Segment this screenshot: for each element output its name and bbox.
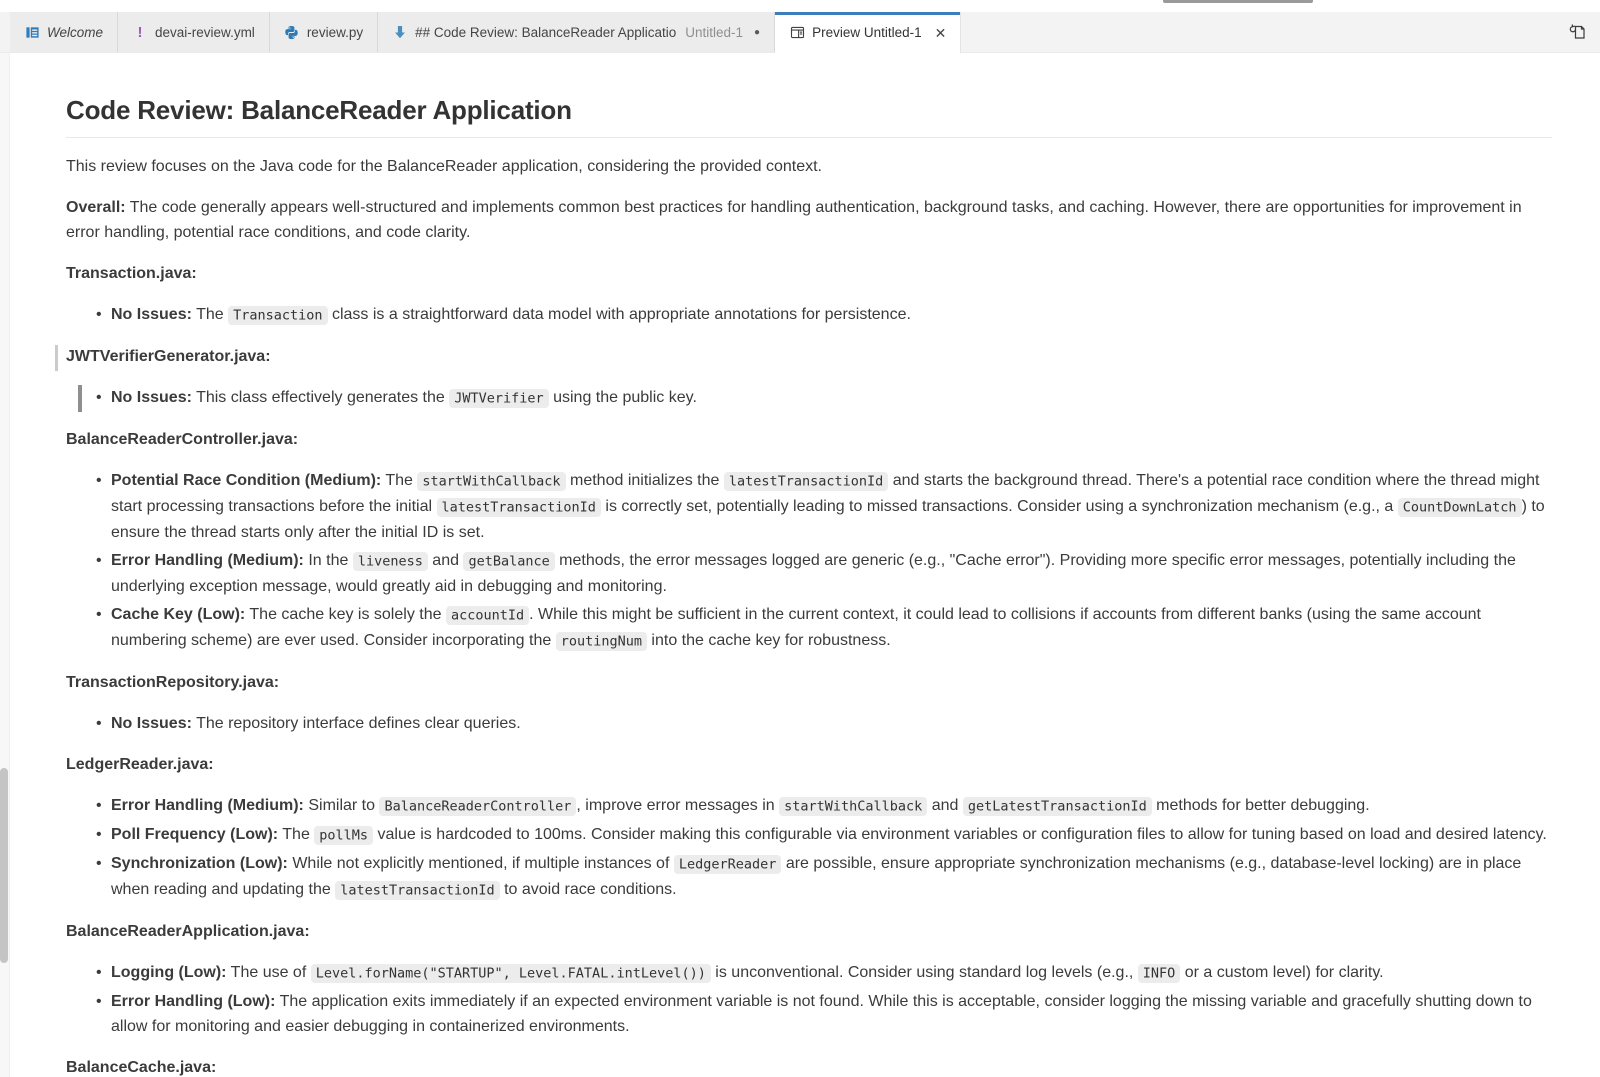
section-heading: BalanceReaderController.java: <box>66 431 299 448</box>
tab-devai-review-yml[interactable] <box>118 12 270 52</box>
list-item: • Logging (Low): The use of Level.forName("STARTUP", Level.FATAL.intLevel()) is unconventional. Consider using standard log levels (e.g., INFO or a custom level) for clarity. <box>111 960 1552 986</box>
list-item: • No Issues: The repository interface defines clear queries. <box>111 711 1552 736</box>
inline-code: routingNum <box>556 632 647 651</box>
tab-review-py[interactable] <box>270 12 378 52</box>
list-item: • Error Handling (Low): The application exits immediately if an expected environment variable is not found. While this is acceptable, consider logging the missing variable and gracefully shutting down to allow for monitoring and easier debugging in containerized environments. <box>111 989 1552 1039</box>
inline-code: accountId <box>446 606 529 625</box>
list-item: • Error Handling (Medium): In the liveness and getBalance methods, the error messages logged are generic (e.g., "Cache error"). Providing more specific error messages, potentially including the underlying exception message, would greatly aid in debugging and monitoring. <box>111 548 1552 599</box>
bold-text: Logging (Low): <box>111 964 227 981</box>
tab-preview-untitled-1[interactable] <box>775 12 961 53</box>
window-edge-line <box>1163 0 1313 3</box>
scrollbar-thumb[interactable] <box>0 768 8 963</box>
inline-code: startWithCallback <box>779 797 927 816</box>
section-heading: Transaction.java: <box>66 265 197 282</box>
modified-dot-icon: ● <box>754 26 761 38</box>
list-item: • Poll Frequency (Low): The pollMs value is hardcoded to 100ms. Consider making this configurable via environment variables or configuration files to allow for tuning based on load and desired latency. <box>111 822 1552 848</box>
inline-code: startWithCallback <box>417 472 565 491</box>
section-heading: LedgerReader.java: <box>66 756 214 773</box>
inline-code: latestTransactionId <box>335 881 499 900</box>
inline-code: INFO <box>1138 964 1181 983</box>
page-title: Code Review: BalanceReader Application <box>66 95 1552 138</box>
section-heading: BalanceReaderApplication.java: <box>66 923 310 940</box>
issue-list <box>66 960 1552 1039</box>
tab-label: devai-review.yml <box>155 24 255 40</box>
inline-code: latestTransactionId <box>437 498 601 517</box>
paragraph: Overall: The code generally appears well-structured and implements common best practices for handling authentication, background tasks, and caching. However, there are opportunities for improvement in error handling, potential race conditions, and code clarity. <box>66 199 1522 241</box>
list-item: • No Issues: This class effectively generates the JWTVerifier using the public key. <box>111 385 1552 411</box>
markdown-icon <box>392 24 408 40</box>
tab-welcome[interactable] <box>10 12 118 52</box>
bold-text: No Issues: <box>111 389 192 406</box>
issue-list <box>66 468 1552 654</box>
inline-code: JWTVerifier <box>449 389 548 408</box>
bold-text: Synchronization (Low): <box>111 855 288 872</box>
section-heading: TransactionRepository.java: <box>66 674 280 691</box>
left-rail <box>0 53 10 1077</box>
inline-code: getLatestTransactionId <box>963 797 1152 816</box>
inline-code: getBalance <box>463 552 554 571</box>
bold-text: Error Handling (Medium): <box>111 797 304 814</box>
tab-bar <box>0 12 1600 53</box>
issue-list <box>66 793 1552 903</box>
inline-code: Level.forName("STARTUP", Level.FATAL.intLevel()) <box>311 964 711 983</box>
list-item: • Cache Key (Low): The cache key is solely the accountId . While this might be sufficient in the current context, it could lead to collisions if accounts from different banks (using the same account numbering scheme) are ever used. Consider incorporating the routingNum into the cache key for robustness. <box>111 602 1552 654</box>
tab-label: Preview Untitled-1 <box>812 25 922 40</box>
bold-text: Cache Key (Low): <box>111 606 246 623</box>
tab-label: Welcome <box>47 24 104 40</box>
tab-label: ## Code Review: BalanceReader Applicatio <box>415 24 677 40</box>
bold-text: No Issues: <box>111 715 192 732</box>
list-item: • Potential Race Condition (Medium): The startWithCallback method initializes the latestTransactionId and starts the background thread. There's a potential race condition where the thread might start processing transactions before the initial latestTransactionId is correctly set, potentially leading to missed transactions. Consider using a synchronization mechanism (e.g., a CountDownLatch ) to ensure the thread starts only after the initial ID is set. <box>111 468 1552 545</box>
inline-code: pollMs <box>314 826 373 845</box>
welcome-icon <box>24 24 40 40</box>
bold-text: Error Handling (Medium): <box>111 552 304 569</box>
list-item: • Error Handling (Medium): Similar to BalanceReaderController , improve error messages in startWithCallback and getLatestTransactionId methods for better debugging. <box>111 793 1552 819</box>
bold-text: No Issues: <box>111 306 192 323</box>
tab-label: review.py <box>306 24 364 40</box>
list-item: • Synchronization (Low): While not explicitly mentioned, if multiple instances of LedgerReader are possible, ensure appropriate synchronization mechanisms (e.g., database-level locking) are in place when reading and updating the latestTransactionId to avoid race conditions. <box>111 851 1552 903</box>
inline-code: CountDownLatch <box>1398 498 1522 517</box>
show-source-icon[interactable] <box>1568 22 1588 42</box>
tab-code-review-untitled-1[interactable] <box>378 12 775 52</box>
inline-code: liveness <box>353 552 428 571</box>
issue-list <box>66 302 1552 328</box>
issue-list <box>66 711 1552 736</box>
inline-code: BalanceReaderController <box>379 797 576 816</box>
bold-text: Overall: <box>66 199 126 216</box>
bold-text: Error Handling (Low): <box>111 993 276 1010</box>
yaml-icon: ! <box>137 23 143 41</box>
doc-blocks <box>66 154 1552 1077</box>
bold-text: Potential Race Condition (Medium): <box>111 472 382 489</box>
inline-code: Transaction <box>228 306 327 325</box>
section-heading: BalanceCache.java: <box>66 1059 217 1076</box>
issue-list <box>66 385 1552 411</box>
bold-text: Poll Frequency (Low): <box>111 826 279 843</box>
preview-icon <box>789 25 805 41</box>
markdown-preview <box>10 53 1600 1077</box>
tab-secondary-label: Untitled-1 <box>685 24 744 40</box>
inline-code: LedgerReader <box>674 855 782 874</box>
inline-code: latestTransactionId <box>724 472 888 491</box>
section-heading: JWTVerifierGenerator.java: <box>66 344 1552 369</box>
python-icon <box>284 24 300 40</box>
list-item: • No Issues: The Transaction class is a straightforward data model with appropriate annotations for persistence. <box>111 302 1552 328</box>
paragraph: This review focuses on the Java code for the BalanceReader application, considering the provided context. <box>66 158 822 175</box>
close-icon[interactable]: ✕ <box>934 24 947 41</box>
